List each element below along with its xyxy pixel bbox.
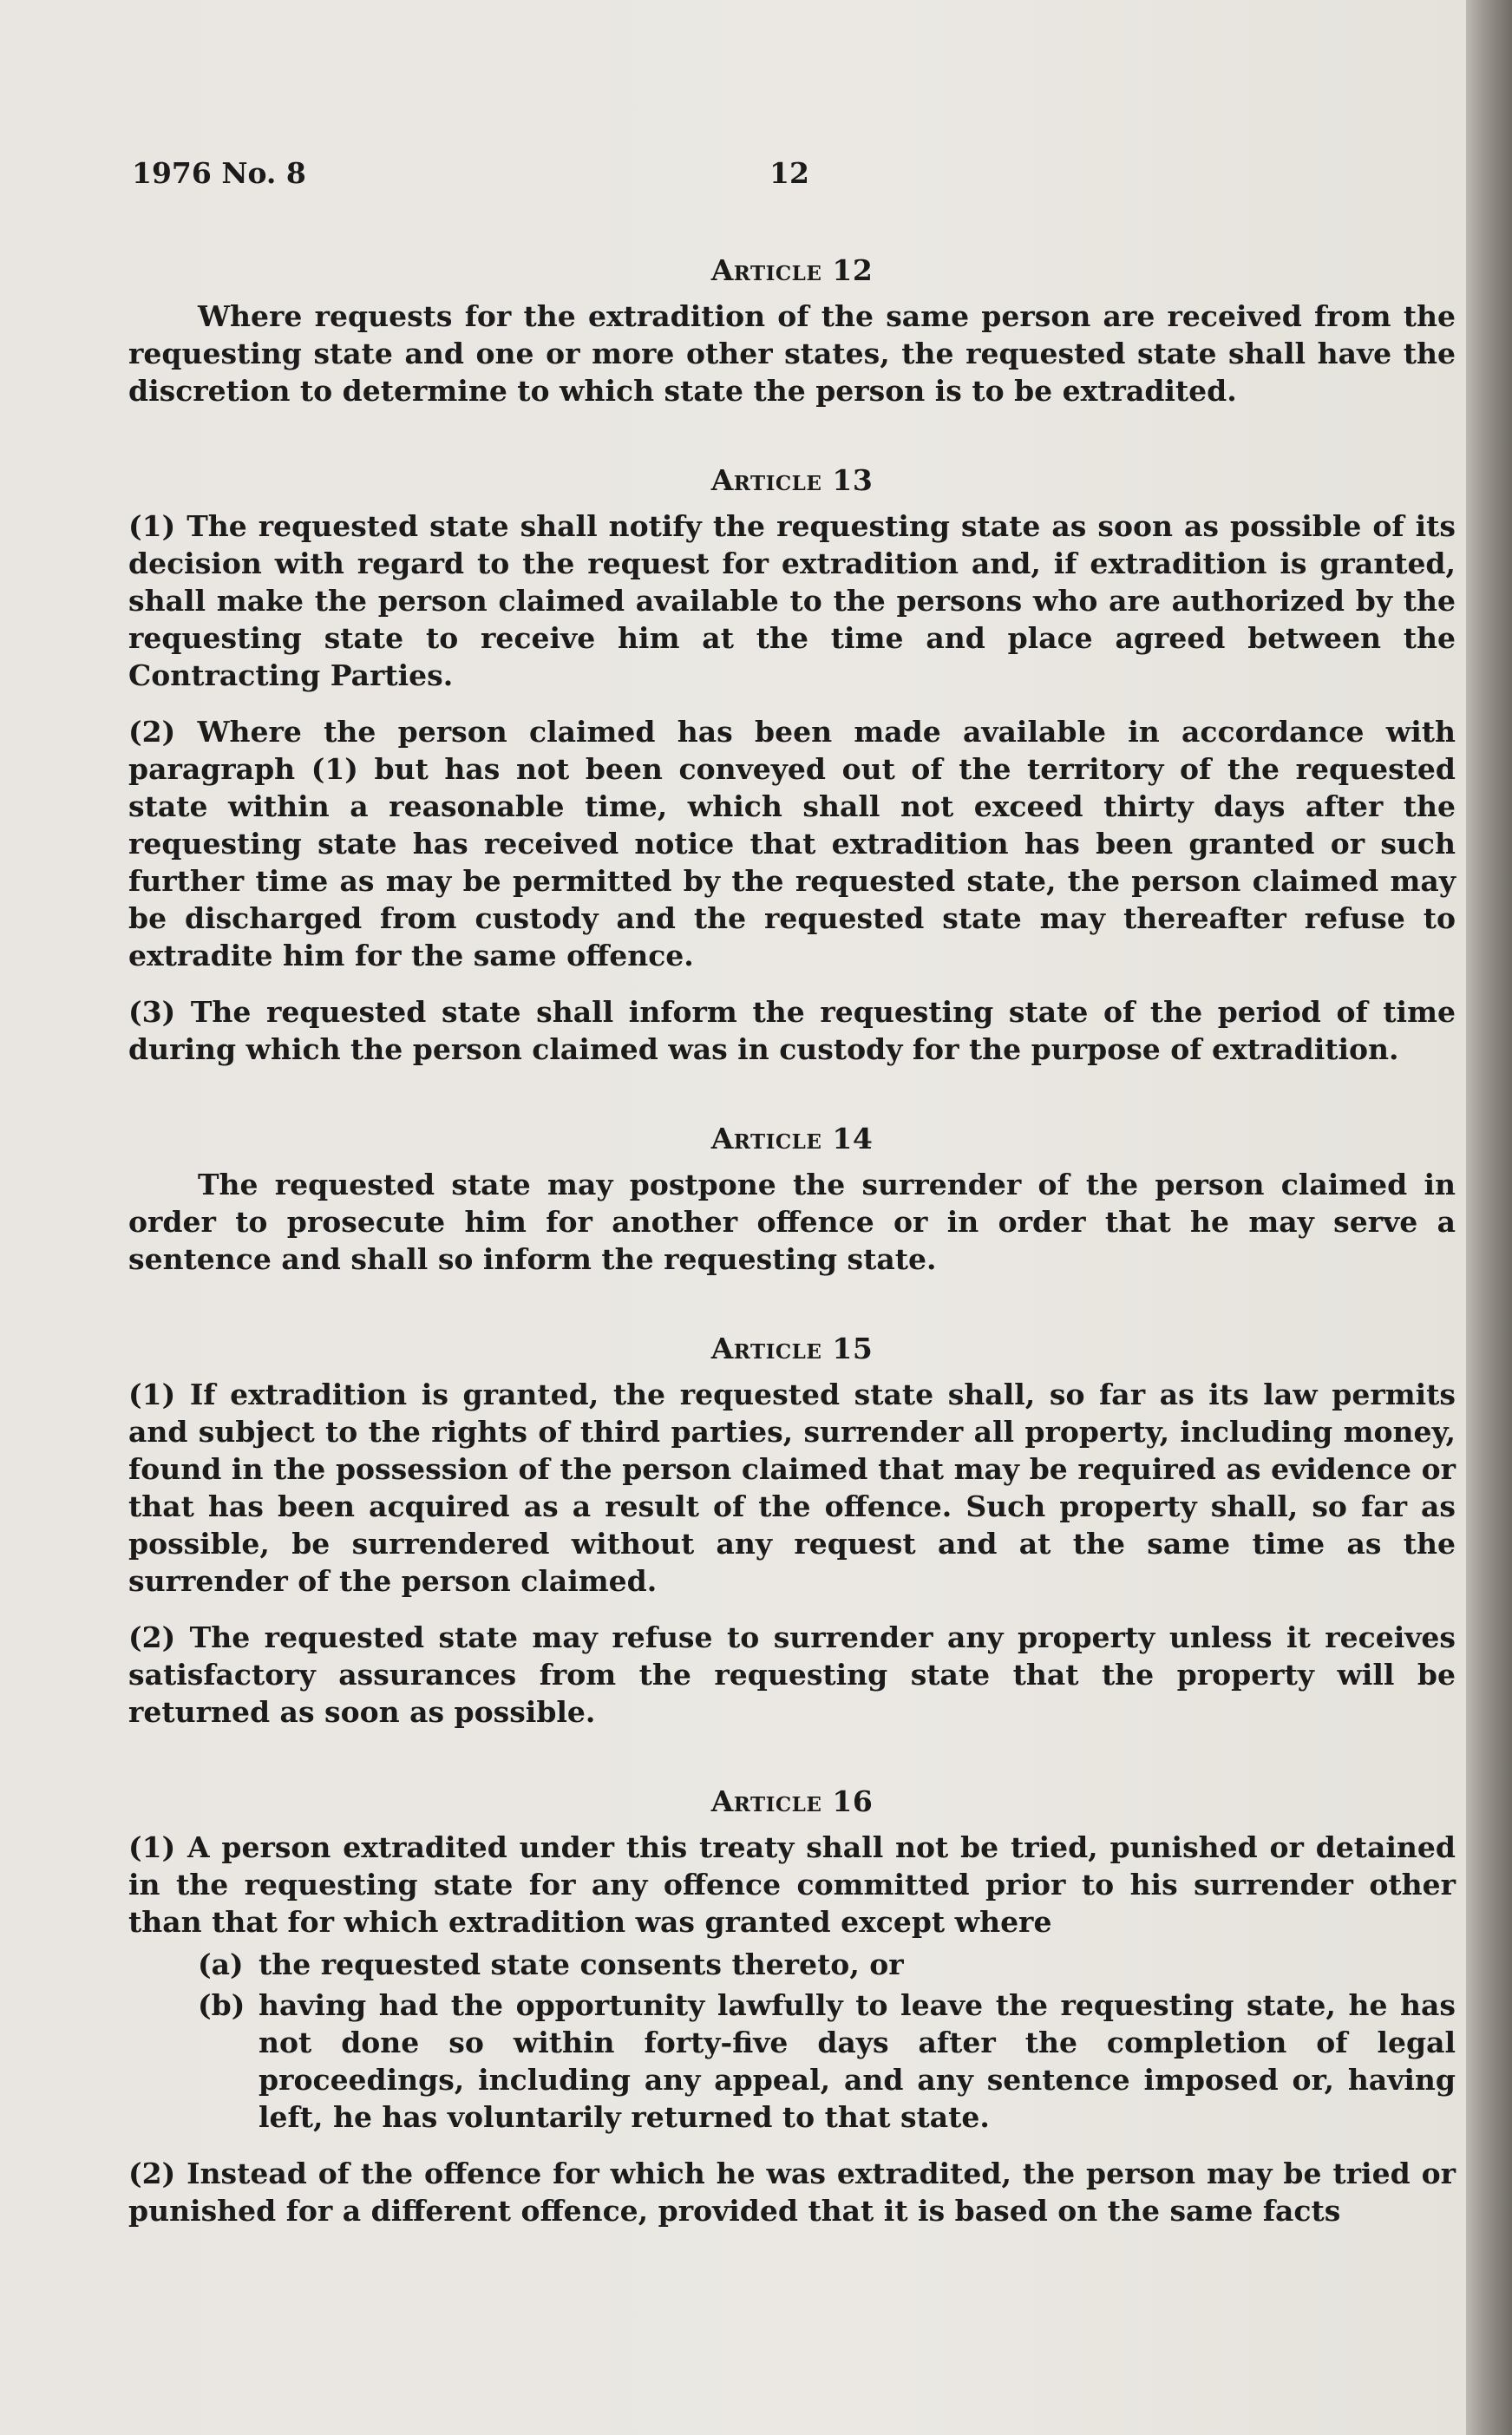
article-title: Article 12 — [710, 253, 874, 287]
article-title: Article 13 — [710, 463, 874, 497]
article-15 — [128, 1330, 1456, 1731]
list-item — [198, 1987, 1456, 2136]
article-16 — [128, 1783, 1456, 2229]
article-title: Article 15 — [710, 1332, 874, 1365]
article-14 — [128, 1120, 1456, 1278]
list-item-text: the requested state consents thereto, or — [259, 1947, 904, 1981]
paragraph: (2) The requested state may refuse to surrender any property unless it receives satisfactory assurances from the requesting state that the property will be returned as soon as possible. — [128, 1620, 1456, 1729]
paragraph: (3) The requested state shall inform the requesting state of the period of time during which the person claimed was in custody for the purpose of extradition. — [128, 995, 1456, 1066]
paragraph: Where requests for the extradition of the same person are received from the requesting state and one or more other states, the requested state shall have the discretion to determine to which state the person is to be extradited. — [128, 299, 1456, 408]
list-item — [198, 1946, 1456, 1983]
paragraph: (2) Instead of the offence for which he was extradited, the person may be tried or punished for a different offence, provided that it is based on the same facts — [128, 2157, 1456, 2228]
article-13 — [128, 461, 1456, 1068]
paragraph: (1) If extradition is granted, the requested state shall, so far as its law permits and subject to the rights of third parties, surrender all property, including money, found in the possession of the person claimed that may be required as evidence or that has been acquired as a result of the offence. Such property shall, so far as possible, be surrendered without any request and at the same time as the surrender of the person claimed. — [128, 1378, 1456, 1598]
page-number: 12 — [769, 156, 809, 190]
list-item-label: (a) — [198, 1947, 244, 1981]
document-number: 1976 No. 8 — [132, 156, 306, 190]
paragraph: (1) The requested state shall notify the requesting state as soon as possible of its decision with regard to the request for extradition and, if extradition is granted, shall make the person claimed available to the persons who are authorized by the requesting state to receive him at the time and place agreed between the Contracting Parties. — [128, 509, 1456, 692]
article-title: Article 16 — [710, 1784, 874, 1818]
article-title: Article 14 — [710, 1122, 874, 1155]
book-spine-shadow — [1466, 0, 1512, 2435]
list-item-label: (b) — [198, 1988, 245, 2022]
paragraph: The requested state may postpone the surrender of the person claimed in order to prosecute him for another offence or in order that he may serve a sentence and shall so inform the requesting state. — [128, 1168, 1456, 1276]
article-12 — [128, 252, 1456, 409]
list-item-text: having had the opportunity lawfully to leave the requesting state, he has not done so within forty-five days after the completion of legal proceedings, including any appeal, and any sentence imposed or, having left, he has voluntarily returned to that state. — [259, 1988, 1456, 2134]
paragraph: (2) Where the person claimed has been made available in accordance with paragraph (1) but has not been conveyed out of the territory of the requested state within a reasonable time, which shall not exceed thirty days after the requesting state has received notice that extradition has been granted or such further time as may be permitted by the requested state, the person claimed may be discharged from custody and the requested state may thereafter refuse to extradite him for the same offence. — [128, 715, 1456, 972]
document-body — [128, 252, 1456, 2248]
paragraph: (1) A person extradited under this treaty shall not be tried, punished or detained in the requesting state for any offence committed prior to his surrender other than that for which extradition was granted except where — [128, 1830, 1456, 1939]
